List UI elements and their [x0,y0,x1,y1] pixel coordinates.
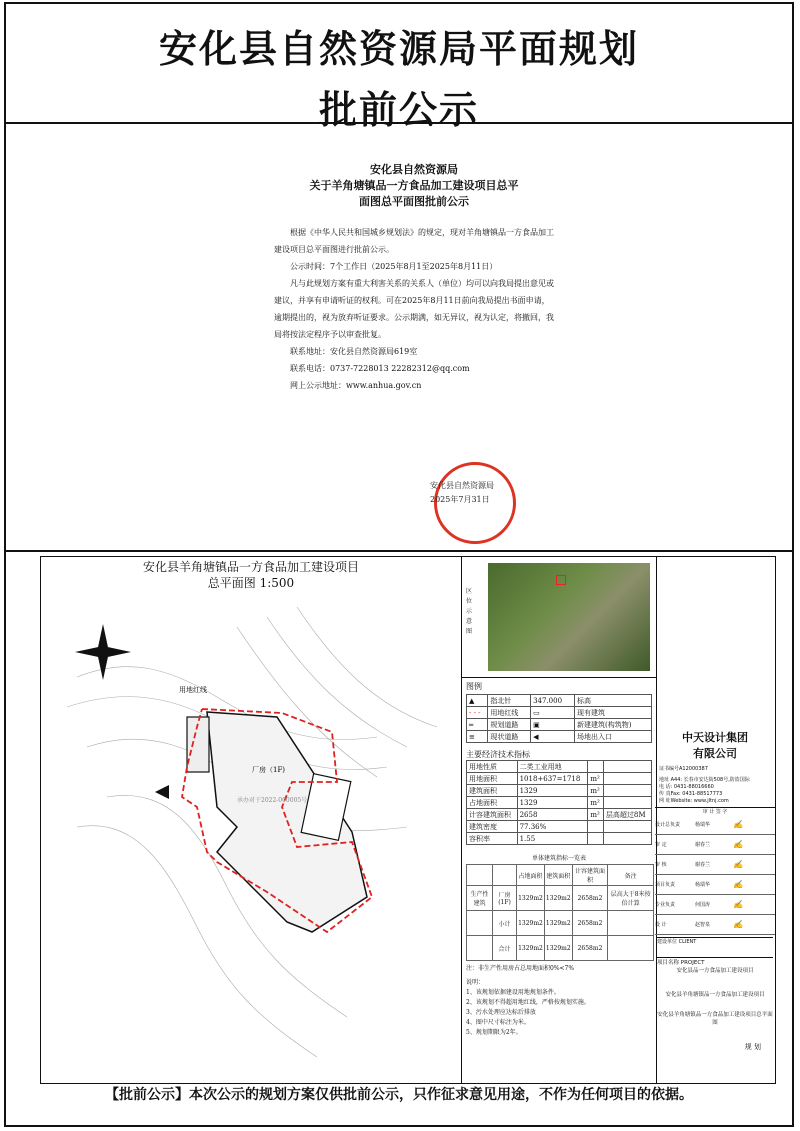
indicator-cell: 建筑面积 [467,785,518,797]
company-fax: 传 真Fax: 0431-88517773 [659,791,723,797]
drawing-name: 安化县羊角塘镇品一方食品加工建设项目总平面图 [657,1012,773,1026]
seal-signature [430,479,494,507]
signature-mark: ✍ [733,840,743,849]
legend-entrance: 场地出入口 [575,731,652,743]
notice-body [274,224,554,394]
site-marker [556,575,566,585]
indicator-cell: 1329 [517,785,588,797]
building-cell: 1329m2 [544,886,572,911]
indicator-cell: 1329 [517,797,588,809]
indicator-cell: m² [588,809,604,821]
client-head: 建设单位 CLIENT [657,939,697,945]
legend-redline: 用地红线 [488,707,531,719]
sign-row [655,855,775,875]
indicator-row [467,773,652,785]
sign-role: 审 定 [655,842,667,848]
building-table-header [467,865,654,886]
indicator-cell [603,785,651,797]
indicator-cell [603,773,651,785]
notice-paper [274,162,554,394]
building-group: 生产性建筑 [467,886,493,911]
building-col-head: 计容建筑面积 [572,865,608,886]
building-cell: 1329m2 [517,911,545,936]
remark-2: 2、该规划不得超用地红线，严格按规划实施。 [466,999,590,1006]
building-col-head: 建筑面积 [544,865,572,886]
indicator-cell [588,761,604,773]
company-address: 地址 A44: 长春市安达街508号,防盗国际 [659,777,750,783]
legend-north: 指北针 [488,695,531,707]
building-cell: 层高大于8米按倍计算 [608,886,654,911]
sign-name: 何国涛 [695,902,711,908]
company-phone: 电 话: 0431-88016660 [659,784,714,790]
poster-frame [4,2,794,1127]
project-name: 安化县羊角塘镇品一方食品加工建设项目 [665,992,765,998]
sign-role: 设 计 [655,922,667,928]
planned-road-icon: ═ [467,719,488,731]
building-cell: 2658m2 [572,936,608,961]
remark-5: 5、规划期限为2年。 [466,1029,522,1036]
indicator-cell [588,821,604,833]
indicator-cell: m² [588,797,604,809]
sign-role: 项目负责 [655,882,676,888]
redline-label: 用地红线 [179,686,207,694]
indicator-row [467,797,652,809]
indicators-head: 主要经济技术指标 [466,750,530,759]
title-block [655,557,775,1083]
indicator-cell [603,797,651,809]
building-cell: 1329m2 [517,936,545,961]
notice-title-line2: 关于羊角塘镇品一方食品加工建设项目总平 [309,179,519,192]
site-plan-drawing [40,556,776,1084]
building-row [467,886,654,911]
building-col-head: 备注 [608,865,654,886]
current-road-icon: ≡ [467,731,488,743]
sign-role: 专业负责 [655,902,676,908]
sign-row [655,915,775,935]
sign-head: 审 计 签 字 [702,809,728,815]
sign-row [655,835,775,855]
contact-phone: 联系电话：0737-7228013 22282312@qq.com [290,364,470,373]
building-cell: 厂房(1F) [492,886,516,911]
project-block [657,957,773,1052]
building-cell: 小计 [492,911,516,936]
legend-head: 图例 [466,682,482,691]
indicators-table [466,760,652,845]
building-row [467,936,654,961]
indicator-cell: 1018+637=1718 [517,773,588,785]
indicator-cell: m² [588,773,604,785]
sign-row [655,815,775,835]
signature-mark: ✍ [733,820,743,829]
sign-name: 谢春兰 [695,862,711,868]
notice-section [6,122,792,552]
building-col-head: 占地面积 [517,865,545,886]
contact-address: 联系地址：安化县自然资源局619室 [290,347,418,356]
company-name: 中天设计集团 [682,731,748,744]
indicator-cell: 容积率 [467,833,518,845]
notice-para-3: 凡与此规划方案有重大利害关系的关系人（单位）均可以向我局提出意见或建议，并享有申请听证的权利。可在2025年8月11日前向我局提出书面申请，逾期提出的，视为放弃听证要求。公示期满，如无异议，视为认定，将撤回，我局将按法定程序予以审查批复。 [274,279,554,339]
notice-title-line3: 面图总平面图批前公示 [359,195,469,208]
website-link[interactable]: 网上公示地址：www.anhua.gov.cn [290,381,422,390]
sign-name: 杨瑞华 [695,882,711,888]
redline-icon: - - - [467,707,488,719]
project-head: 项目名称 PROJECT [657,960,705,966]
sign-row [655,875,775,895]
building-row [467,911,654,936]
building-table [466,864,654,961]
site-plan [47,597,457,1077]
indicator-cell: 计容建筑面积 [467,809,518,821]
page-title: 安化县自然资源局平面规划 [158,27,639,71]
building-note: 注：非生产性用房占总用地面积0%<7% [466,965,575,972]
seal-org: 安化县自然资源局 [430,481,494,490]
building-group [467,936,493,961]
indicator-cell [603,761,651,773]
satellite-map [488,563,650,671]
building-cell: 2658m2 [572,886,608,911]
legend-elev: 标高 [575,695,652,707]
building-cell: 2658m2 [572,911,608,936]
indicator-cell: 二类工业用地 [517,761,588,773]
building-col-head [492,865,516,886]
building-col-head [467,865,493,886]
existing-icon: ▭ [531,707,575,719]
entrance-marker [155,785,169,799]
legend-elev-val: 347.000 [531,695,575,707]
sign-name: 杨瑞华 [695,822,711,828]
remarks-head: 说明： [466,979,485,986]
company-block [659,729,771,804]
remark-3: 3、污水处理应达标后排放 [466,1009,536,1016]
legend-planned-road: 规划道路 [488,719,531,731]
legend [466,681,652,1038]
indicator-cell [603,833,651,845]
north-arrow [75,624,131,680]
building-table-head: 单体建筑指标一览表 [531,855,586,862]
footer-disclaimer: 【批前公示】本次公示的规划方案仅供批前公示，只作征求意见用途，不作为任何项目的依据。 [105,1087,693,1103]
entrance-icon: ◀ [531,731,575,743]
company-name-2: 有限公司 [693,747,737,760]
indicator-cell: 用地性质 [467,761,518,773]
signature-mark: ✍ [733,860,743,869]
drawing-title-line1: 安化县羊角塘镇品一方食品加工建设项目 [142,560,359,574]
building-cell [608,911,654,936]
legend-new-building: 新建建筑(构筑物) [575,719,652,731]
indicator-cell: 77.36% [517,821,588,833]
north-icon: ▲ [467,695,488,707]
indicator-row [467,785,652,797]
building-cell: 合计 [492,936,516,961]
drawing-title [41,559,461,591]
indicator-cell [588,833,604,845]
indicator-cell [603,821,651,833]
stage: 规 划 [744,1043,761,1051]
location-map-panel [462,557,656,678]
indicator-cell: 建筑密度 [467,821,518,833]
indicator-cell: 用地面积 [467,773,518,785]
remark-1: 1、该规划依据建设用地规划条件。 [466,989,560,996]
sign-block [655,807,775,935]
sign-name: 谢春兰 [695,842,711,848]
signature-mark: ✍ [733,880,743,889]
legend-table [466,694,652,743]
notice-title-line1: 安化县自然资源局 [370,163,458,176]
remark-4: 4、图中尺寸标注为米。 [466,1019,530,1026]
client-block [657,937,773,945]
sign-rows [655,815,775,935]
indicator-cell: 1.55 [517,833,588,845]
building-group [467,911,493,936]
new-building-icon: ▣ [531,719,575,731]
building-label: 厂房（1F) [252,766,286,774]
small-note: 承办对于2022-000005号 [237,797,308,804]
company-web: 网 址Website: www.jltnj.com [659,798,729,804]
building-cell: 1329m2 [517,886,545,911]
sign-role: 审 核 [655,862,667,868]
sign-role: 设计总负责 [655,822,681,828]
signature-mark: ✍ [733,920,743,929]
notice-title [274,162,554,210]
indicator-cell: 2658 [517,809,588,821]
seal-date: 2025年7月31日 [430,495,490,504]
sign-row [655,895,775,915]
legend-column [461,557,657,1083]
indicator-row [467,821,652,833]
indicator-row [467,761,652,773]
company-cert: 证书编号A12000387 [659,766,708,772]
building-cell: 1329m2 [544,911,572,936]
indicator-cell: m² [588,785,604,797]
drawing-title-line2: 总平面图 1:500 [207,576,295,590]
sign-name: 赵智泉 [695,922,711,928]
notice-para-1: 根据《中华人民共和国城乡规划法》的规定，现对羊角塘镇品一方食品加工建设项目总平面图进行批前公示。 [274,228,554,254]
building-cell [608,936,654,961]
client-name: 安化县品一方食品加工建设项目 [676,968,754,974]
location-label: 区位示意图 [466,588,473,635]
building-cell: 1329m2 [544,936,572,961]
remarks [466,978,652,1038]
indicator-row [467,833,652,845]
signature-mark: ✍ [733,900,743,909]
notice-para-2: 公示时间：7个工作日（2025年8月1至2025年8月11日） [290,262,498,271]
indicator-cell: 占地面积 [467,797,518,809]
indicator-row [467,809,652,821]
page-subtitle: 批前公示 [318,88,479,132]
header [6,4,792,132]
indicator-cell: 层高超过8M [603,809,651,821]
legend-current-road: 现状道路 [488,731,531,743]
legend-existing: 现有建筑 [575,707,652,719]
